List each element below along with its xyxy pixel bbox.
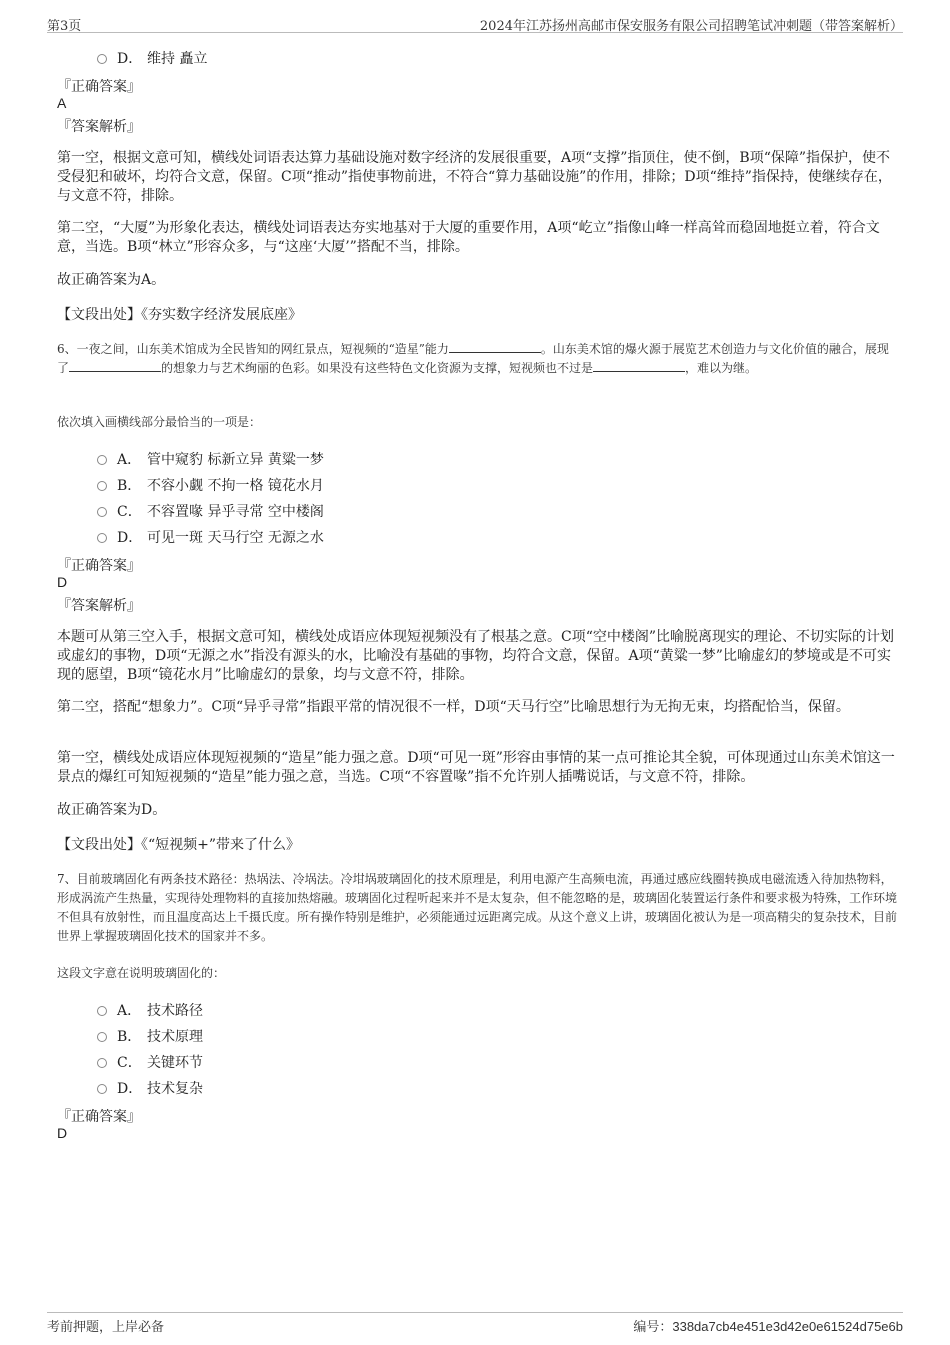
q6-option-b[interactable]: B． 不容小觑 不拘一格 镜花水月 <box>97 475 324 495</box>
blank-3 <box>593 359 685 372</box>
radio-icon[interactable] <box>97 533 107 543</box>
blank-2 <box>69 359 161 372</box>
q6-analysis-p2: 第二空，搭配“想象力”。C项“异乎寻常”指跟平常的情况很不一样，D项“天马行空”比喻思想行为无拘无束，均搭配恰当，保留。 <box>57 699 850 715</box>
footer-code: 编号：338da7cb4e451e3d42e0e61524d75e6b <box>633 1319 903 1335</box>
radio-icon[interactable] <box>97 507 107 517</box>
radio-icon[interactable] <box>97 455 107 465</box>
page-header <box>47 12 903 33</box>
q6-stem: 6、一夜之间，山东美术馆成为全民皆知的网红景点，短视频的“造星”能力 。山东美术馆的爆火源于展览艺术创造力与文化价值的融合，展现了 的想象力与艺术绚丽的色彩。如果没有这些特色文化资源为支撑，短视频也不过是 ，难以为继。 <box>57 342 889 375</box>
q5-analysis-p3: 故正确答案为A。 <box>57 272 166 288</box>
footer-slogan: 考前押题，上岸必备 <box>47 1320 165 1335</box>
q7-answer-label: 『正确答案』 <box>57 1109 141 1125</box>
q7-option-c[interactable]: C． 关键环节 <box>97 1052 203 1072</box>
blank-1 <box>449 340 541 353</box>
document-title: 2024年江苏扬州高邮市保安服务有限公司招聘笔试冲刺题（带答案解析） <box>479 19 903 34</box>
q5-analysis-p2: 第二空，“大厦”为形象化表达，横线处词语表达夯实地基对于大厦的重要作用，A项“屹立”指像山峰一样高耸而稳固地挺立着，符合文意，当选。B项“林立”形容众多，与“这座‘大厦’”搭配不当，排除。 <box>57 220 880 255</box>
q5-analysis-label: 『答案解析』 <box>57 119 141 135</box>
q6-prompt: 依次填入画横线部分最恰当的一项是： <box>57 415 262 429</box>
radio-icon[interactable] <box>97 481 107 491</box>
q6-analysis-p3: 第一空，横线处成语应体现短视频的“造星”能力强之意。D项“可见一斑”形容由事情的某一点可推论其全貌，可体现通过山东美术馆这一景点的爆红可知短视频的“造星”能力强之意，当选。C项“不容置喙”指不允许别人插嘴说话，与文意不符，排除。 <box>57 750 895 785</box>
q6-option-d[interactable]: D． 可见一斑 天马行空 无源之水 <box>97 527 324 547</box>
q6-option-c[interactable]: C． 不容置喙 异乎寻常 空中楼阁 <box>97 501 324 521</box>
q7-option-a[interactable]: A． 技术路径 <box>97 1000 203 1020</box>
radio-icon[interactable] <box>97 54 107 64</box>
q6-source: 【文段出处】《“短视频+”带来了什么》 <box>57 837 301 853</box>
q6-answer: D <box>57 574 68 590</box>
q7-option-d[interactable]: D． 技术复杂 <box>97 1078 203 1098</box>
q7-option-b[interactable]: B． 技术原理 <box>97 1026 203 1046</box>
radio-icon[interactable] <box>97 1084 107 1094</box>
q5-source: 【文段出处】《夯实数字经济发展底座》 <box>57 307 302 323</box>
q7-stem: 7、目前玻璃固化有两条技术路径：热埚法、冷埚法。冷坩埚玻璃固化的技术原理是，利用电源产生高频电流，再通过感应线圈转换成电磁流透入待加热物料，形成涡流产生热量，实现待处理物料的直接加热熔融。玻璃固化过程听起来并不是太复杂，但不能忽略的是，玻璃固化装置运行条件和要求极为特殊，工作环境不但具有放射性，而且温度高达上千摄氏度。所有操作特别是维护，必须能通过远距离完成。从这个意义上讲，玻璃固化被认为是一项高精尖的复杂技术，目前世界上掌握玻璃固化技术的国家并不多。 <box>57 872 898 943</box>
q5-option-d[interactable]: D． 维持 矗立 <box>97 48 207 68</box>
page-footer <box>47 1312 903 1335</box>
q7-prompt: 这段文字意在说明玻璃固化的： <box>57 966 226 980</box>
q6-analysis-p1: 本题可从第三空入手，根据文意可知，横线处成语应体现短视频没有了根基之意。C项“空中楼阁”比喻脱离现实的理论、不切实际的计划或虚幻的事物，D项“无源之水”指没有源头的水，比喻没有基础的事物，均符合文意，保留。A项“黄粱一梦”比喻虚幻的梦境或是不可实现的愿望，B项“镜花水月”比喻虚幻的景象，均与文意不符，排除。 <box>57 629 895 683</box>
radio-icon[interactable] <box>97 1032 107 1042</box>
q6-analysis-label: 『答案解析』 <box>57 598 141 614</box>
q5-answer-label: 『正确答案』 <box>57 79 141 95</box>
radio-icon[interactable] <box>97 1006 107 1016</box>
q6-option-a[interactable]: A． 管中窥豹 标新立异 黄粱一梦 <box>97 449 324 469</box>
q5-answer: A <box>57 95 67 111</box>
q6-answer-label: 『正确答案』 <box>57 558 141 574</box>
q6-analysis-p4: 故正确答案为D。 <box>57 802 167 818</box>
q7-answer: D <box>57 1125 68 1141</box>
radio-icon[interactable] <box>97 1058 107 1068</box>
page-number: 第3页 <box>47 19 82 34</box>
q5-analysis-p1: 第一空，根据文意可知，横线处词语表达算力基础设施对数字经济的发展很重要，A项“支撑”指顶住，使不倒，B项“保障”指保护，使不受侵犯和破坏，均符合文意，保留。C项“推动”指使事物前进，不符合“算力基础设施”的作用，排除；D项“维持”指保持，使继续存在，与文意不符，排除。 <box>57 150 892 204</box>
